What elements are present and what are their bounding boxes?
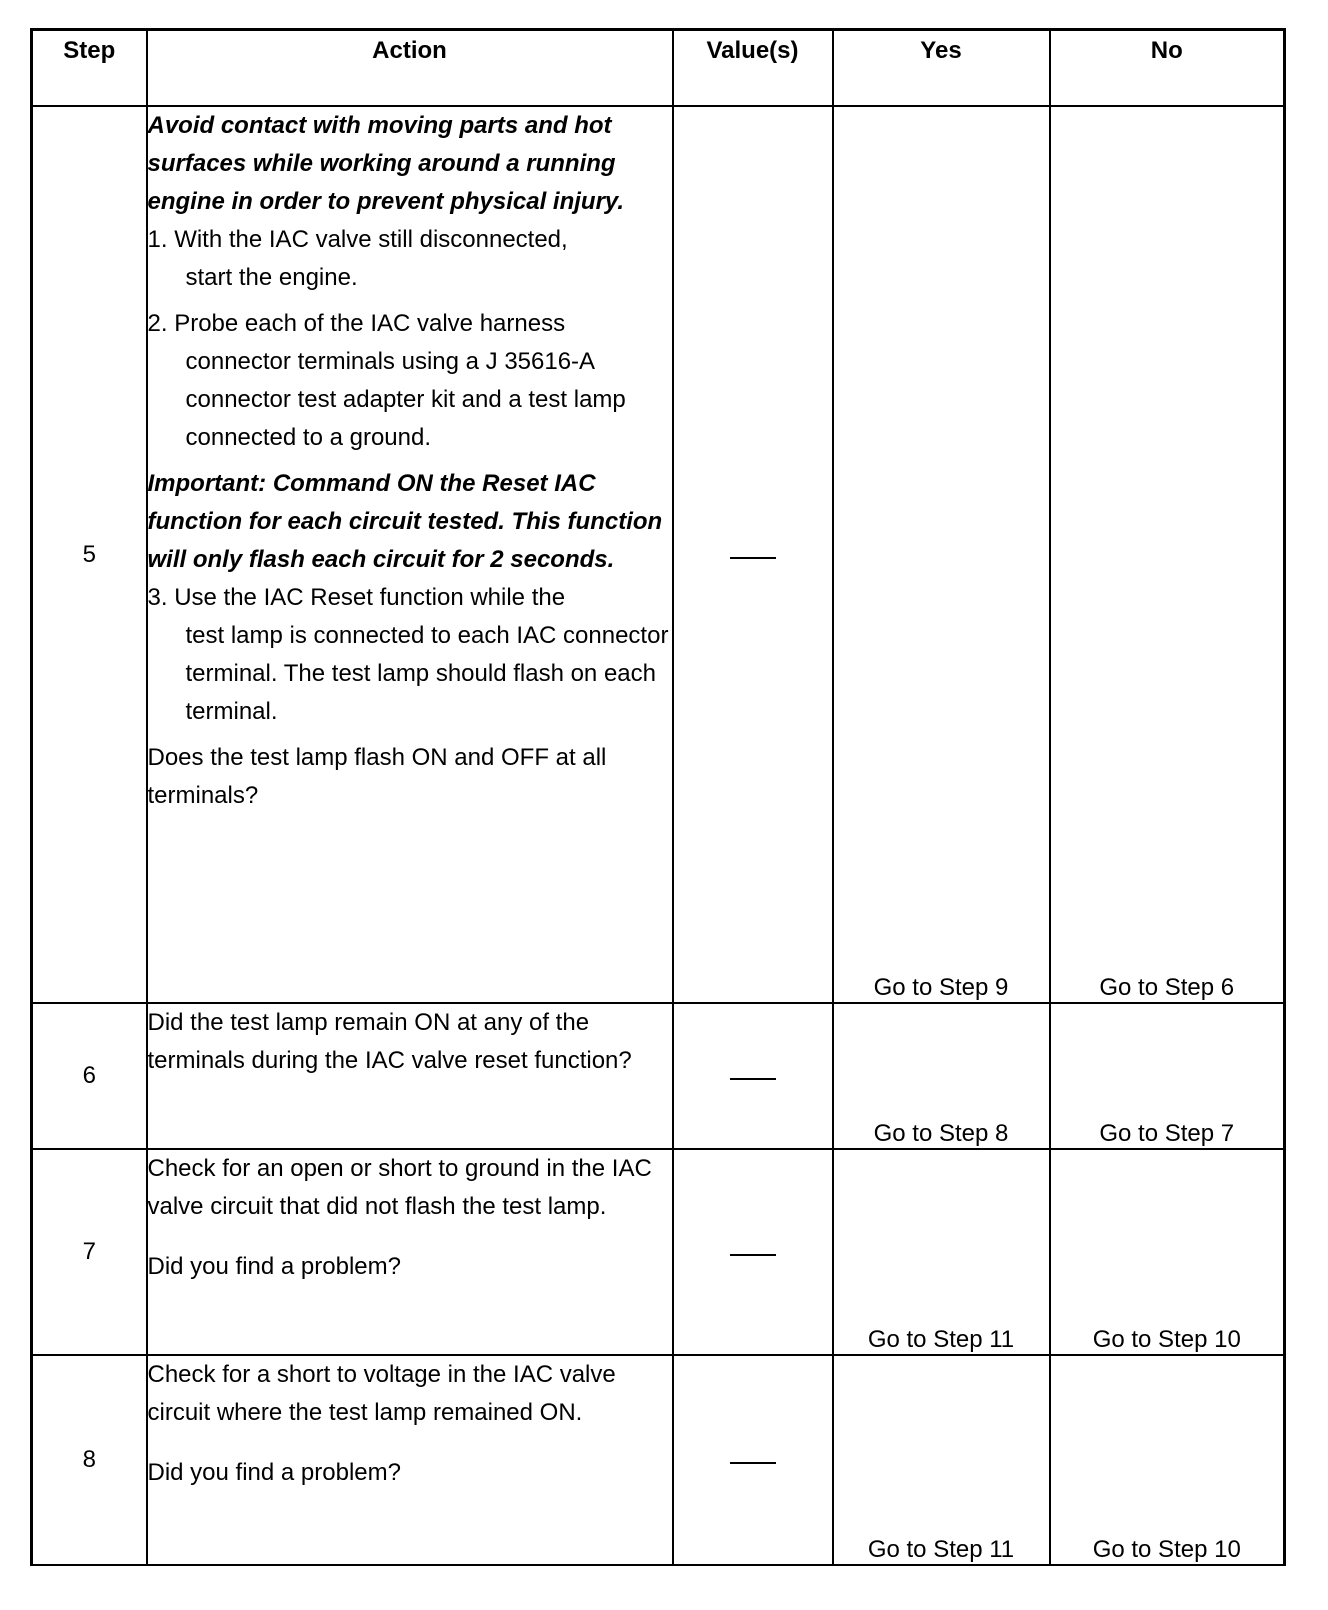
value-cell: [673, 106, 833, 1003]
item-number: 3.: [147, 584, 168, 611]
list-item: [148, 579, 672, 731]
step-number: 8: [32, 1355, 147, 1565]
no-cell: Go to Step 10: [1050, 1149, 1285, 1355]
table-row-step-7: [32, 1149, 1285, 1355]
yes-cell: Go to Step 8: [833, 1003, 1050, 1149]
question-text: Does the test lamp flash ON and OFF at all terminals?: [147, 744, 607, 809]
question-text: Did you find a problem?: [147, 1459, 401, 1486]
table-row-step-6: [32, 1003, 1285, 1149]
step-number: 6: [32, 1003, 147, 1149]
value-cell: [673, 1149, 833, 1355]
action-cell: [147, 1149, 673, 1355]
item-text-rest: connector terminals using a J 35616-A connector test adapter kit and a test lamp connected to a ground.: [185, 348, 626, 451]
important-note: Important: Command ON the Reset IAC function for each circuit tested. This function will only flash each circuit for 2 seconds.: [147, 470, 663, 573]
no-cell: Go to Step 10: [1050, 1355, 1285, 1565]
list-item: [148, 305, 672, 457]
yes-cell: Go to Step 11: [833, 1149, 1050, 1355]
step-number: 5: [32, 106, 147, 1003]
value-dash: [730, 557, 776, 559]
no-cell: Go to Step 7: [1050, 1003, 1285, 1149]
action-cell: [147, 106, 673, 1003]
caution-text: Avoid contact with moving parts and hot surfaces while working around a running engine in order to prevent physical injury.: [147, 112, 625, 215]
diagnostic-table: [30, 28, 1286, 1566]
header-row: [32, 30, 1285, 107]
item-text-first: Use the IAC Reset function while the: [174, 584, 566, 611]
list-item: [148, 221, 672, 297]
yes-cell: Go to Step 9: [833, 106, 1050, 1003]
value-dash: [730, 1462, 776, 1464]
value-dash: [730, 1078, 776, 1080]
procedure-list-continued: [148, 579, 672, 731]
action-text: Check for an open or short to ground in the IAC valve circuit that did not flash the test lamp.: [147, 1155, 652, 1220]
item-text-rest: test lamp is connected to each IAC connector terminal. The test lamp should flash on each terminal.: [185, 622, 669, 725]
procedure-list: [148, 221, 672, 457]
table-row-step-5: [32, 106, 1285, 1003]
question-text: Did you find a problem?: [147, 1253, 401, 1280]
action-cell: Did the test lamp remain ON at any of the terminals during the IAC valve reset function?: [147, 1003, 673, 1149]
action-text: Check for a short to voltage in the IAC valve circuit where the test lamp remained ON.: [147, 1361, 616, 1426]
item-text-first: Probe each of the IAC valve harness: [174, 310, 566, 337]
value-dash: [730, 1254, 776, 1256]
header-values: Value(s): [673, 30, 833, 107]
action-cell: [147, 1355, 673, 1565]
step-number: 7: [32, 1149, 147, 1355]
item-text-rest: start the engine.: [185, 264, 358, 291]
value-cell: [673, 1355, 833, 1565]
item-number: 2.: [147, 310, 168, 337]
header-yes: Yes: [833, 30, 1050, 107]
yes-cell: Go to Step 11: [833, 1355, 1050, 1565]
header-step: Step: [32, 30, 147, 107]
no-cell: Go to Step 6: [1050, 106, 1285, 1003]
value-cell: [673, 1003, 833, 1149]
item-number: 1.: [147, 226, 168, 253]
item-text-first: With the IAC valve still disconnected,: [174, 226, 568, 253]
header-no: No: [1050, 30, 1285, 107]
table-row-step-8: [32, 1355, 1285, 1565]
header-action: Action: [147, 30, 673, 107]
